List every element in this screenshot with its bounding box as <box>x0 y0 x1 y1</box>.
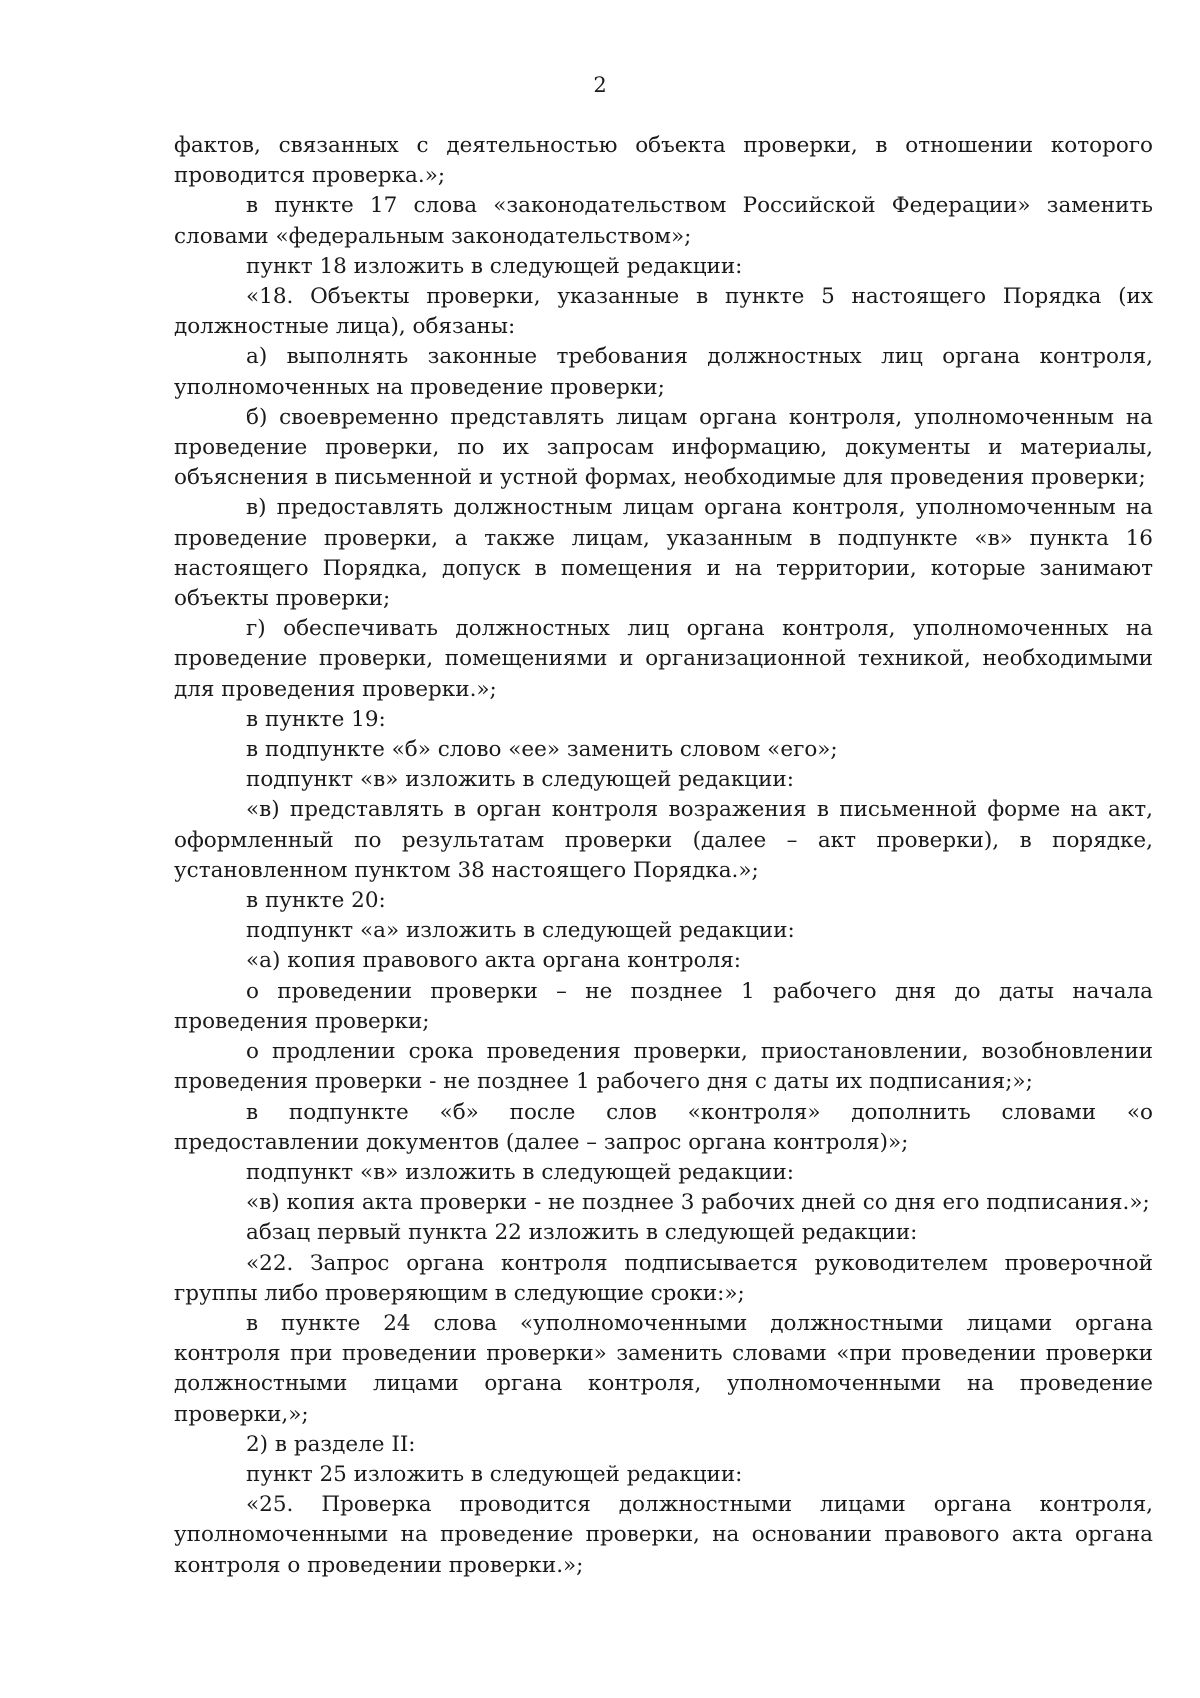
paragraph: 2) в разделе II: <box>246 1431 416 1457</box>
paragraph: пункт 25 изложить в следующей редакции: <box>246 1461 743 1487</box>
paragraph: в подпункте «б» слово «ее» заменить словом «его»; <box>246 737 838 763</box>
paragraph: «а) копия правового акта органа контроля: <box>246 948 742 974</box>
page-number: 2 <box>593 73 607 97</box>
paragraph: подпункт «в» изложить в следующей редакции: <box>246 1159 794 1185</box>
paragraph: «25. Проверка проводится должностными лицами органа контроля, уполномоченными на проведение проверки, на основании правового акта органа контроля о проведении проверки.»; <box>174 1492 1153 1578</box>
paragraph: в) предоставлять должностным лицам органа контроля, уполномоченным на проведение проверки, а также лицам, указанным в подпункте «в» пункта 16 настоящего Порядка, допуск в помещения и на территории, которые занимают объекты проверки; <box>174 495 1153 612</box>
paragraph: а) выполнять законные требования должностных лиц органа контроля, уполномоченных на проведение проверки; <box>174 344 1153 400</box>
paragraph: пункт 18 изложить в следующей редакции: <box>246 253 743 279</box>
paragraph: о проведении проверки – не позднее 1 рабочего дня до даты начала проведения проверки; <box>174 978 1153 1034</box>
paragraph: «18. Объекты проверки, указанные в пункте 5 настоящего Порядка (их должностные лица), обязаны: <box>174 284 1153 340</box>
paragraph: подпункт «в» изложить в следующей редакции: <box>246 767 794 793</box>
document-body <box>174 131 1153 1581</box>
paragraph: в пункте 20: <box>246 888 386 914</box>
paragraph: в пункте 19: <box>246 706 386 732</box>
paragraph: о продлении срока проведения проверки, приостановлении, возобновлении проведения проверки - не позднее 1 рабочего дня с даты их подписания;»; <box>174 1039 1153 1095</box>
paragraph: в пункте 24 слова «уполномоченными должностными лицами органа контроля при проведении проверки» заменить словами «при проведении проверки должностными лицами органа контроля, уполномоченными на проведение проверки,»; <box>174 1310 1153 1427</box>
paragraph: «в) представлять в орган контроля возражения в письменной форме на акт, оформленный по результатам проверки (далее – акт проверки), в порядке, установленном пунктом 38 настоящего Порядка.»; <box>174 797 1153 883</box>
paragraph: б) своевременно представлять лицам органа контроля, уполномоченным на проведение проверки, по их запросам информацию, документы и материалы, объяснения в письменной и устной формах, необходимые для проведения проверки; <box>174 404 1153 491</box>
paragraph: в подпункте «б» после слов «контроля» дополнить словами «о предоставлении документов (далее – запрос органа контроля)»; <box>174 1099 1153 1155</box>
paragraph: «в) копия акта проверки - не позднее 3 рабочих дней со дня его подписания.»; <box>246 1190 1150 1216</box>
paragraph: подпункт «а» изложить в следующей редакции: <box>246 918 795 944</box>
paragraph: г) обеспечивать должностных лиц органа контроля, уполномоченных на проведение проверки, помещениями и организационной техникой, необходимыми для проведения проверки.»; <box>174 616 1153 702</box>
paragraph: фактов, связанных с деятельностью объекта проверки, в отношении которого проводится проверка.»; <box>174 133 1153 189</box>
paragraph: абзац первый пункта 22 изложить в следующей редакции: <box>246 1220 918 1246</box>
paragraph: «22. Запрос органа контроля подписывается руководителем проверочной группы либо проверяющим в следующие сроки:»; <box>174 1250 1153 1306</box>
paragraph: в пункте 17 слова «законодательством Российской Федерации» заменить словами «федеральным законодательством»; <box>174 193 1153 249</box>
